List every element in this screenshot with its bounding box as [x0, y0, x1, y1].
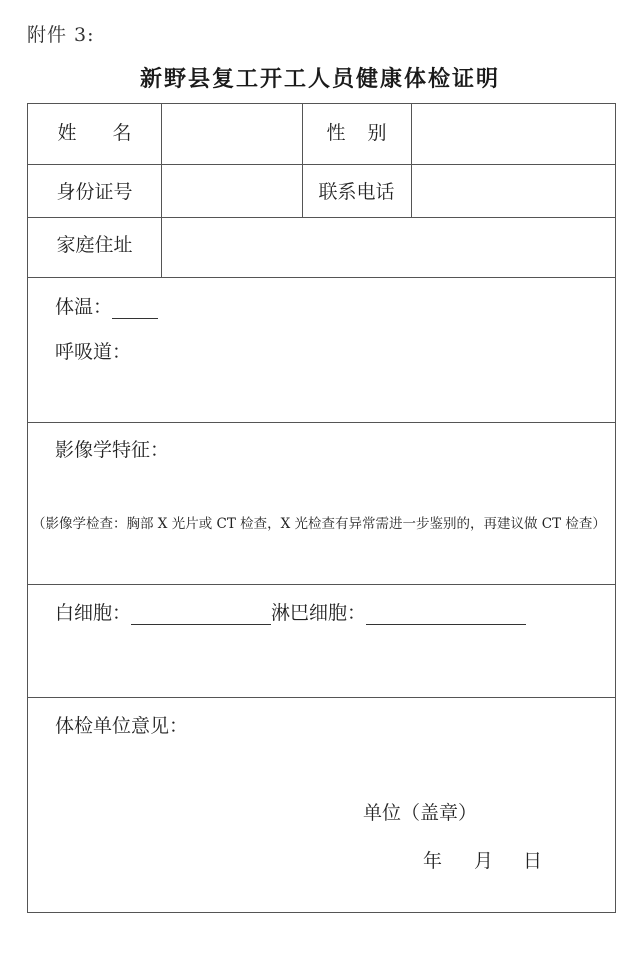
temperature-blank[interactable]	[112, 298, 158, 319]
respiratory-label: 呼吸道：	[55, 341, 132, 363]
blood-test-line	[55, 598, 526, 625]
gender-label: 性 别	[326, 122, 387, 144]
year-label: 年	[423, 850, 443, 872]
unit-seal-label: 单位（盖章）	[363, 802, 478, 824]
name-value-cell[interactable]	[162, 104, 302, 164]
row-divider	[28, 697, 615, 698]
name-label: 姓 名	[57, 122, 132, 144]
attachment-label: 附件 3:	[27, 24, 95, 46]
row-divider	[28, 277, 615, 278]
address-label: 家庭住址	[56, 234, 133, 256]
id-number-value-cell[interactable]	[162, 165, 302, 217]
row-divider	[28, 422, 615, 423]
form-title: 新野县复工开工人员健康体检证明	[139, 67, 500, 92]
month-label: 月	[474, 850, 494, 872]
day-label: 日	[523, 850, 543, 872]
wbc-blank[interactable]	[131, 604, 271, 625]
phone-label: 联系电话	[318, 181, 395, 203]
id-number-label: 身份证号	[56, 181, 133, 203]
phone-value-cell[interactable]	[412, 165, 615, 217]
imaging-label: 影像学特征：	[55, 439, 170, 461]
health-check-form	[27, 103, 616, 913]
address-value-cell[interactable]	[162, 218, 615, 277]
imaging-note: （影像学检查：胸部 X 光片或 CT 检查，X 光检查有异常需进一步鉴别的，再建议做 CT 检查）	[32, 516, 606, 532]
wbc-label: 白细胞：	[55, 602, 132, 624]
date-line	[423, 846, 542, 873]
temperature-label: 体温：	[55, 292, 158, 319]
gender-value-cell[interactable]	[412, 104, 615, 164]
row-divider	[28, 584, 615, 585]
lymphocyte-blank[interactable]	[366, 604, 526, 625]
lymphocyte-label: 淋巴细胞：	[271, 602, 367, 624]
opinion-label: 体检单位意见：	[55, 715, 189, 737]
